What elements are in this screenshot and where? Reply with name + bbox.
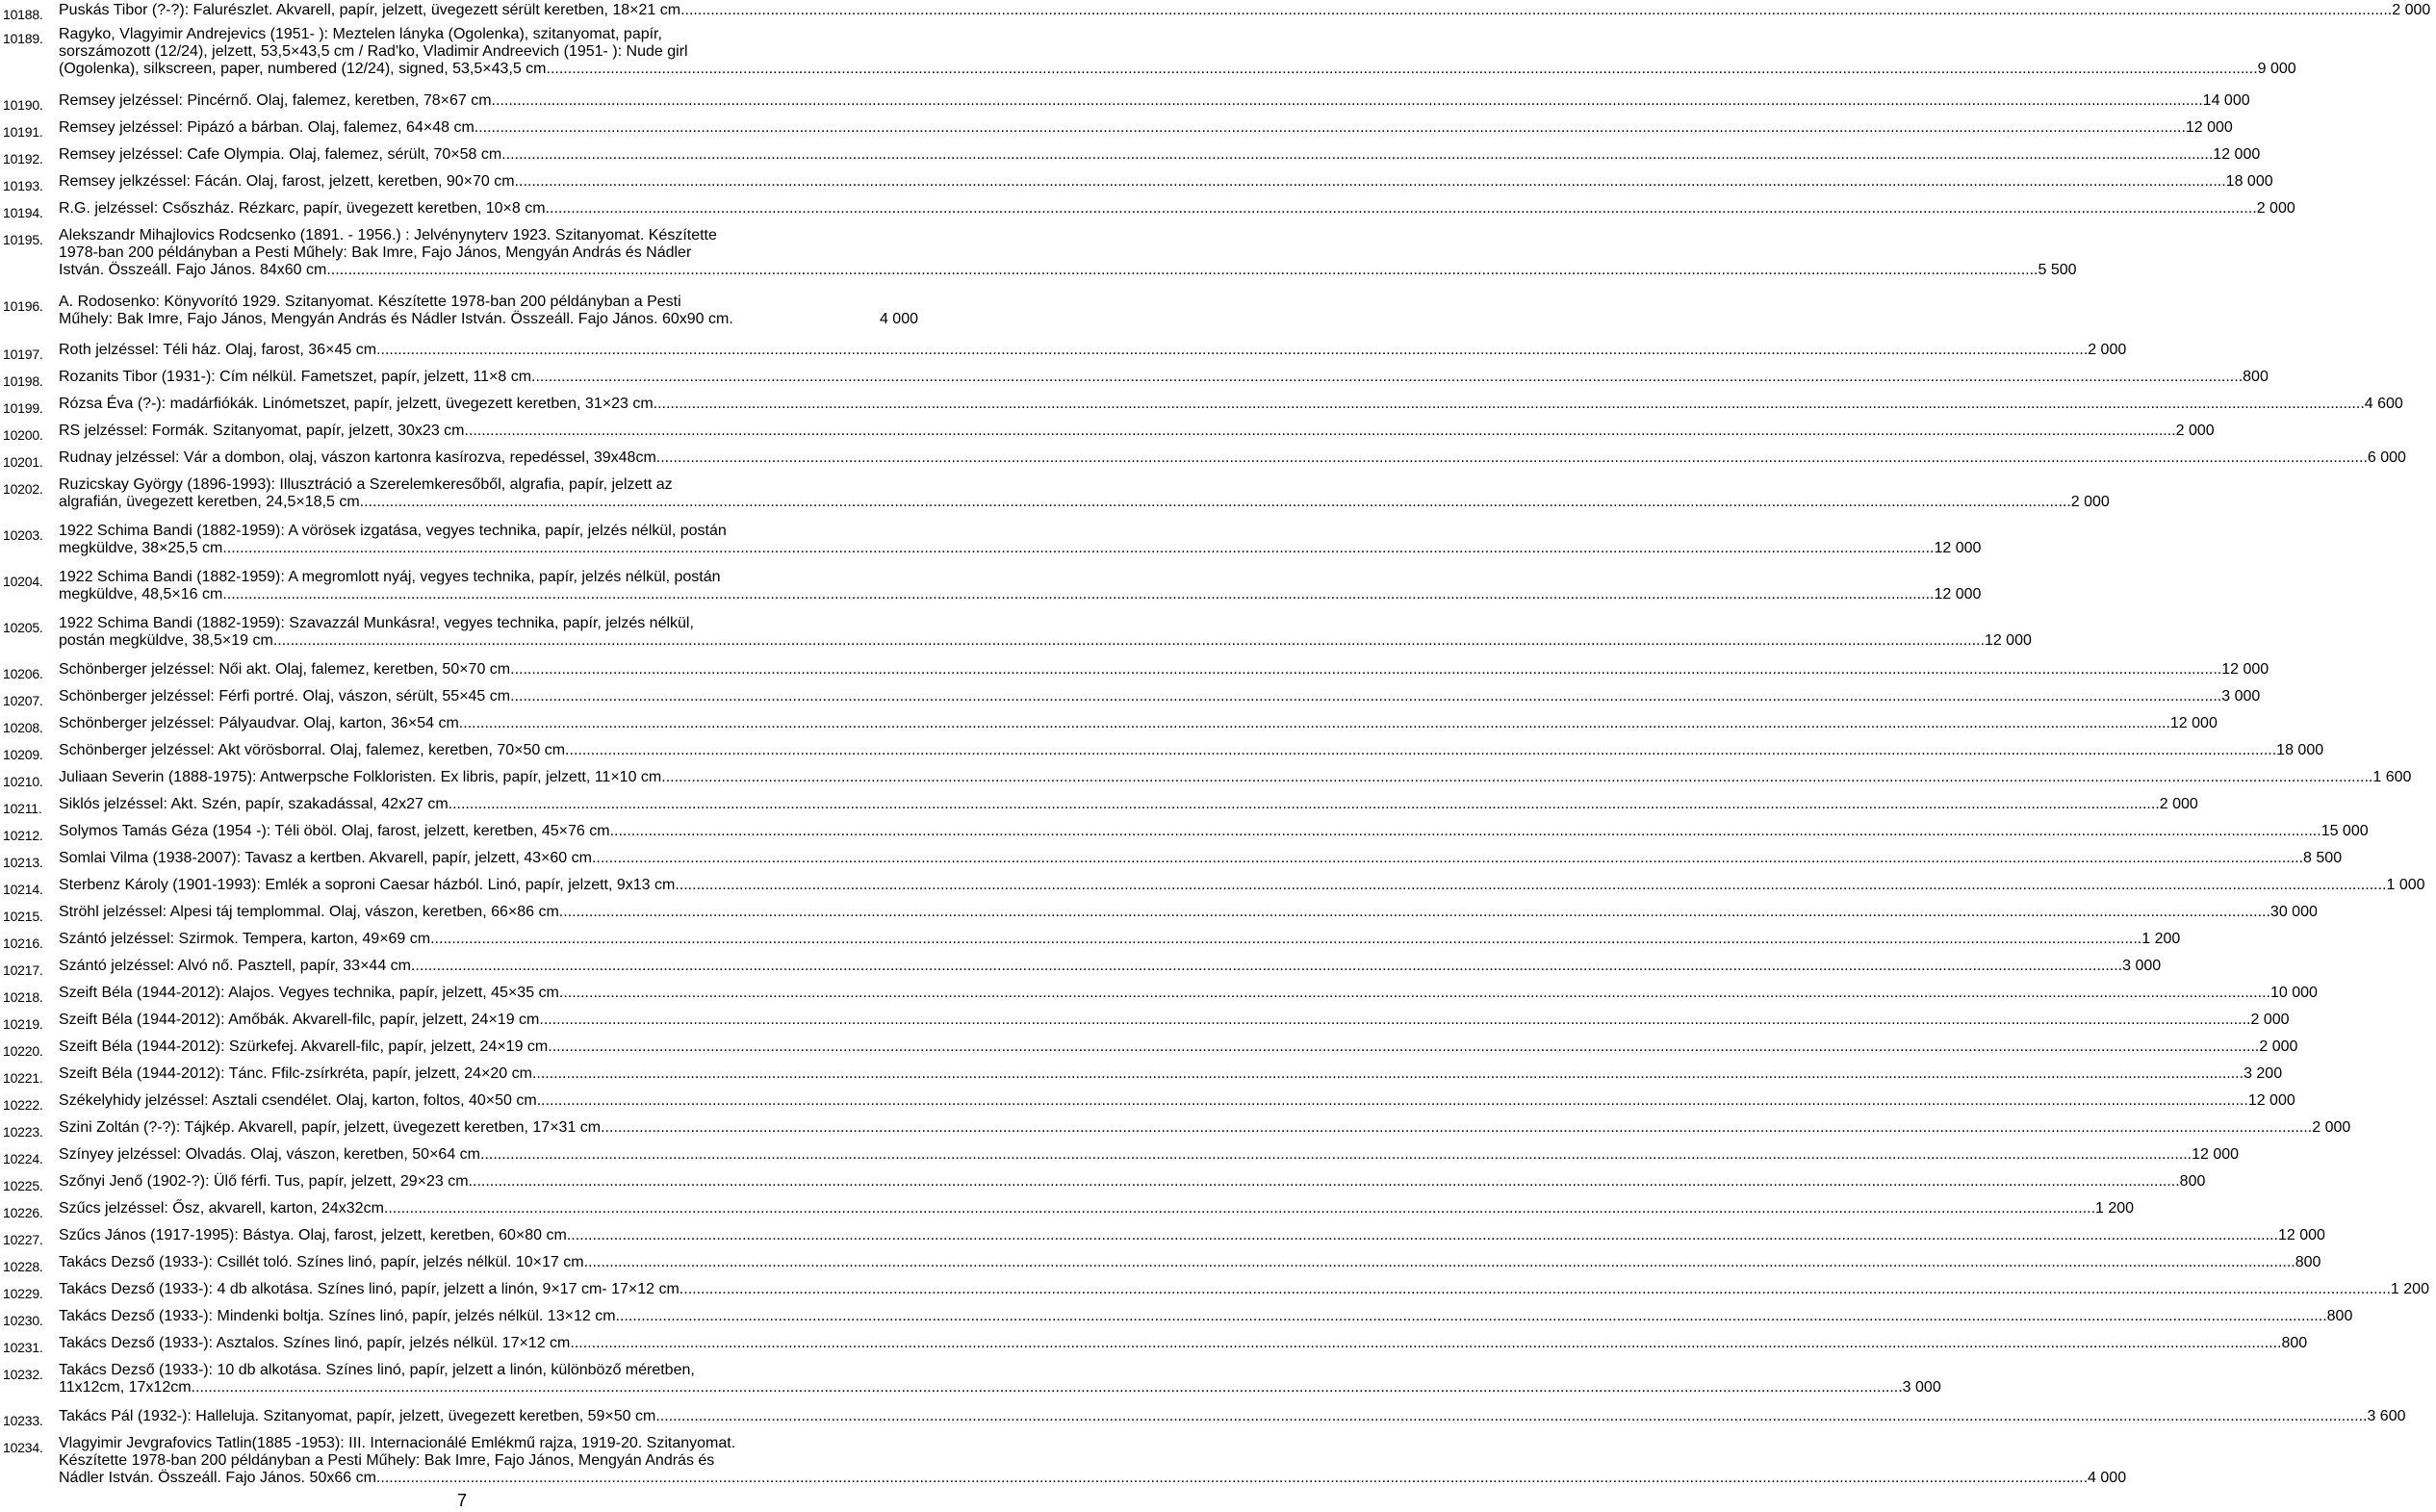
dot-leader: ................................................................................................................................................................................................................................................................................................................................................................................................................ <box>591 850 2304 866</box>
entry-number: 10214. <box>3 882 43 897</box>
catalog-entry <box>0 2 2431 23</box>
catalog-entry <box>0 931 2181 952</box>
entry-number: 10195. <box>3 232 43 247</box>
dot-leader: ................................................................................................................................................................................................................................................................................................................................................................................................................ <box>570 1335 2282 1351</box>
entry-text-line: Szűcs János (1917-1995): Bástya. Olaj, farost, jelzett, keretben, 60×80 cm <box>59 1227 567 1243</box>
entry-text-line: A. Rodosenko: Könyvorító 1929. Szitanyomat. Készítette 1978-ban 200 példányban a Pesti <box>59 294 681 310</box>
entry-price: 5 500 <box>2038 262 2077 278</box>
entry-text-line: Rudnay jelzéssel: Vár a dombon, olaj, vászon kartonra kasírozva, repedéssel, 39x48cm <box>59 449 656 466</box>
entry-text-line: R.G. jelzéssel: Csőszház. Rézkarc, papír, üvegezett keretben, 10×8 cm <box>59 200 546 217</box>
entry-number: 10219. <box>3 1016 43 1032</box>
entry-number: 10206. <box>3 666 43 681</box>
entry-description <box>59 1281 2435 1298</box>
entry-number: 10222. <box>3 1097 43 1113</box>
catalog-entry <box>0 1119 2351 1140</box>
entry-price: 12 000 <box>2213 146 2261 163</box>
entry-text-line: Színyey jelzéssel: Olvadás. Olaj, vászon, keretben, 50×64 cm <box>59 1146 480 1163</box>
entry-description <box>59 476 2115 511</box>
entry-number: 10203. <box>3 527 43 543</box>
catalog-entry <box>0 1012 2290 1033</box>
entry-description <box>59 1200 2140 1217</box>
entry-text-line: Takács Dezső (1933-): 4 db alkotása. Színes linó, papír, jelzett a linón, 9×17 cm- 17×12 cm <box>59 1281 680 1297</box>
catalog-entry <box>0 742 2324 763</box>
entry-text-line: Szini Zoltán (?-?): Tájkép. Akvarell, papír, jelzett, üvegezett keretben, 17×31 cm <box>59 1119 602 1136</box>
catalog-entry <box>0 769 2412 790</box>
entry-description <box>59 1254 2326 1271</box>
entry-price: 1 200 <box>2141 931 2181 947</box>
entry-text-line: Szőnyi Jenő (1902-?): Ülő férfi. Tus, papír, jelzett, 29×23 cm <box>59 1173 469 1190</box>
entry-price: 18 000 <box>2225 173 2273 190</box>
catalog-entry <box>0 1335 2308 1356</box>
entry-price: 12 000 <box>2247 1092 2295 1109</box>
entry-price: 2 000 <box>2259 1038 2298 1055</box>
entry-text-line: 1922 Schima Bandi (1882-1959): A vörösek izgatása, vegyes technika, papír, jelzés nélkül, postán <box>59 523 727 539</box>
entry-description <box>59 146 2266 164</box>
dot-leader: ................................................................................................................................................................................................................................................................................................................................................................................................................ <box>480 1146 2192 1163</box>
entry-description <box>59 523 1987 557</box>
entry-price: 12 000 <box>2185 119 2233 136</box>
entry-description <box>59 294 924 328</box>
entry-price: 2 000 <box>2159 796 2198 812</box>
entry-text-line: postán megküldve, 38,5×19 cm <box>59 632 273 649</box>
dot-leader: ................................................................................................................................................................................................................................................................................................................................................................................................................ <box>558 904 2270 920</box>
catalog-entry <box>0 423 2215 444</box>
entry-price: 12 000 <box>1934 586 1982 602</box>
entry-number: 10223. <box>3 1124 43 1140</box>
dot-leader: ................................................................................................................................................................................................................................................................................................................................................................................................................ <box>222 586 1935 602</box>
dot-leader: ................................................................................................................................................................................................................................................................................................................................................................................................................ <box>680 2 2393 18</box>
dot-leader: ................................................................................................................................................................................................................................................................................................................................................................................................................ <box>464 423 2176 439</box>
dot-leader: ................................................................................................................................................................................................................................................................................................................................................................................................................ <box>655 449 2368 466</box>
entry-number: 10210. <box>3 774 43 789</box>
catalog-entry <box>0 1362 1941 1397</box>
entry-description <box>59 850 2347 867</box>
entry-text-line: Schönberger jelzéssel: Akt vörösborral. Olaj, falemez, keretben, 70×50 cm <box>59 742 566 758</box>
entry-description <box>59 769 2417 786</box>
catalog-entry <box>0 173 2273 194</box>
entry-price: 4 000 <box>879 311 918 327</box>
dot-leader: ................................................................................................................................................................................................................................................................................................................................................................................................................ <box>531 369 2244 385</box>
entry-price: 9 000 <box>2257 61 2296 77</box>
entry-description <box>59 1012 2295 1029</box>
dot-leader: ................................................................................................................................................................................................................................................................................................................................................................................................................ <box>566 1227 2278 1243</box>
catalog-entry <box>0 26 2296 78</box>
entry-number: 10196. <box>3 298 43 314</box>
dot-leader: ................................................................................................................................................................................................................................................................................................................................................................................................................ <box>675 877 2387 893</box>
entry-description <box>59 569 1987 603</box>
entry-number: 10199. <box>3 400 43 416</box>
catalog-entry <box>0 569 1982 603</box>
entry-description <box>59 1146 2244 1164</box>
entry-price: 3 600 <box>2367 1408 2406 1424</box>
dot-leader: ................................................................................................................................................................................................................................................................................................................................................................................................................ <box>410 958 2123 974</box>
entry-text-line: Remsey jelzéssel: Pincérnő. Olaj, falemez, keretben, 78×67 cm <box>59 92 492 109</box>
entry-text-line: Székelyhidy jelzéssel: Asztali csendélet. Olaj, karton, foltos, 40×50 cm <box>59 1092 537 1109</box>
entry-text-line: Juliaan Severin (1888-1975): Antwerpsche Folkloristen. Ex libris, papír, jelzett, 11×10 cm <box>59 769 662 785</box>
entry-description <box>59 615 2038 650</box>
catalog-entry <box>0 688 2261 709</box>
entry-description <box>59 396 2409 413</box>
entry-number: 10207. <box>3 693 43 708</box>
entry-price: 12 000 <box>2169 715 2218 731</box>
entry-text-line: Takács Dezső (1933-): Asztalos. Színes linó, papír, jelzés nélkül. 17×12 cm <box>59 1335 571 1351</box>
entry-text-line: Műhely: Bak Imre, Fajo János, Mengyán András és Nádler István. Összeáll. Fajo János. 60x90 cm <box>59 311 730 327</box>
entry-text-line: Takács Pál (1932-): Halleluja. Szitanyomat, papír, jelzett, üvegezett keretben, 59×50 cm <box>59 1408 656 1424</box>
entry-description <box>59 173 2279 191</box>
entry-price: 4 600 <box>2364 396 2403 412</box>
entry-price: 3 000 <box>2221 688 2261 705</box>
catalog-entry <box>0 1146 2240 1167</box>
entry-text-line: algrafián, üvegezett keretben, 24,5×18,5 cm <box>59 494 360 510</box>
entry-price: 12 000 <box>2192 1146 2240 1163</box>
entry-number: 10232. <box>3 1367 43 1382</box>
entry-description <box>59 1227 2331 1244</box>
dot-leader: ................................................................................................................................................................................................................................................................................................................................................................................................................ <box>514 173 2226 190</box>
catalog-entry <box>0 369 2269 390</box>
entry-number: 10228. <box>3 1259 43 1274</box>
entry-price: 800 <box>2281 1335 2308 1351</box>
entry-description <box>59 227 2083 279</box>
catalog-entry <box>0 877 2425 898</box>
entry-price: 3 000 <box>1902 1379 1941 1396</box>
dot-leader: ................................................................................................................................................................................................................................................................................................................................................................................................................ <box>376 342 2089 358</box>
entry-description <box>59 715 2223 732</box>
catalog-entry <box>0 985 2318 1006</box>
entry-number: 10221. <box>3 1070 43 1086</box>
dot-leader: ................................................................................................................................................................................................................................................................................................................................................................................................................ <box>359 494 2071 510</box>
entry-text-line: sorszámozott (12/24), jelzett, 53,5×43,5 cm / Rad'ko, Vladimir Andreevich (1951- ): Nude girl <box>59 43 688 60</box>
catalog-entry <box>0 294 924 328</box>
entry-number: 10230. <box>3 1313 43 1328</box>
entry-text-line: Szeift Béla (1944-2012): Tánc. Ffilc-zsírkréta, papír, jelzett, 24×20 cm <box>59 1065 532 1082</box>
entry-price: 800 <box>2326 1308 2353 1324</box>
entry-text-line: Alekszandr Mihajlovics Rodcsenko (1891. - 1956.) : Jelvénynyterv 1923. Szitanyomat. Készítette <box>59 227 717 243</box>
entry-description <box>59 369 2274 386</box>
entry-description <box>59 1408 2412 1425</box>
entry-number: 10224. <box>3 1151 43 1166</box>
entry-text-line: István. Összeáll. Fajo János. 84x60 cm <box>59 262 327 278</box>
entry-text-line: megküldve, 48,5×16 cm <box>59 586 223 602</box>
dot-leader: ................................................................................................................................................................................................................................................................................................................................................................................................................ <box>548 1038 2260 1055</box>
entry-description <box>59 1119 2356 1137</box>
dot-leader: ................................................................................................................................................................................................................................................................................................................................................................................................................ <box>539 1012 2251 1028</box>
entry-number: 10215. <box>3 909 43 924</box>
entry-text-line: Roth jelzéssel: Téli ház. Olaj, farost, 36×45 cm <box>59 342 377 358</box>
catalog-entry <box>0 92 2250 114</box>
entry-text-line: Puskás Tibor (?-?): Falurészlet. Akvarell, papír, jelzett, üvegezett sérült keretben, 18×21 cm <box>59 2 681 18</box>
catalog-entry <box>0 661 2269 682</box>
entry-description <box>59 904 2323 921</box>
entry-description <box>59 1065 2288 1083</box>
entry-text-line: Takács Dezső (1933-): 10 db alkotása. Színes linó, papír, jelzett a linón, különböző méretben, <box>59 1362 695 1378</box>
dot-leader: ................................................................................................................................................................................................................................................................................................................................................................................................................ <box>375 1470 2089 1486</box>
entry-text-line: Schönberger jelzéssel: Női akt. Olaj, falemez, keretben, 50×70 cm <box>59 661 511 678</box>
catalog-entry <box>0 1227 2325 1248</box>
entry-text-line: Szántó jelzéssel: Alvó nő. Pasztell, papír, 33×44 cm <box>59 958 411 974</box>
entry-text-line: Szeift Béla (1944-2012): Amőbák. Akvarell-filc, papír, jelzett, 24×19 cm <box>59 1012 540 1028</box>
dot-leader: ................................................................................................................................................................................................................................................................................................................................................................................................................ <box>531 1065 2244 1082</box>
entry-number: 10198. <box>3 373 43 389</box>
catalog-entry <box>0 1308 2353 1329</box>
entry-text-line: Ragyko, Vlagyimir Andrejevics (1951- ): Meztelen lányka (Ogolenka), szitanyomat, papír, <box>59 26 662 42</box>
entry-text-line: Készítette 1978-ban 200 példányban a Pesti Műhely: Bak Imre, Fajo János, Mengyán András és <box>59 1452 715 1469</box>
entry-description <box>59 877 2431 894</box>
dot-leader: ................................................................................................................................................................................................................................................................................................................................................................................................................ <box>272 632 1985 649</box>
dot-leader: ................................................................................................................................................................................................................................................................................................................................................................................................................ <box>448 796 2160 812</box>
catalog-entry <box>0 1281 2429 1302</box>
entry-number: 10192. <box>3 151 43 167</box>
dot-leader: ................................................................................................................................................................................................................................................................................................................................................................................................................ <box>491 92 2203 109</box>
entry-text-line: Rózsa Éva (?-): madárfiókák. Linómetszet, papír, jelzett, üvegezett keretben, 31×23 cm <box>59 396 654 412</box>
entry-price: 12 000 <box>2277 1227 2325 1243</box>
entry-price: 2 000 <box>2175 423 2215 439</box>
catalog-entry <box>0 904 2318 925</box>
entry-number: 10193. <box>3 178 43 193</box>
entry-price: 2 000 <box>2392 2 2431 18</box>
entry-number: 10226. <box>3 1205 43 1220</box>
entry-text-line: Schönberger jelzéssel: Férfi portré. Olaj, vászon, sérült, 55×45 cm <box>59 688 511 705</box>
entry-text-line: 11x12cm, 17x12cm <box>59 1379 192 1396</box>
catalog-entry <box>0 1254 2321 1275</box>
catalog-entry <box>0 200 2295 221</box>
dot-leader: ................................................................................................................................................................................................................................................................................................................................................................................................................ <box>615 1308 2327 1324</box>
entry-number: 10233. <box>3 1413 43 1428</box>
entry-text-line: (Ogolenka), silkscreen, paper, numbered (12/24), signed, 53,5×43,5 cm <box>59 61 547 77</box>
entry-price: 10 000 <box>2270 985 2318 1001</box>
entry-description <box>59 2 2436 19</box>
dot-leader: ................................................................................................................................................................................................................................................................................................................................................................................................................ <box>601 1119 2313 1136</box>
entry-price: 15 000 <box>2321 823 2369 839</box>
entry-description <box>59 1335 2313 1352</box>
entry-number: 10189. <box>3 31 43 46</box>
entry-description <box>59 1038 2303 1056</box>
entry-number: 10201. <box>3 454 43 470</box>
entry-description <box>59 661 2274 679</box>
entry-number: 10205. <box>3 620 43 635</box>
catalog-entry <box>0 715 2218 736</box>
entry-number: 10191. <box>3 124 43 140</box>
catalog-entry <box>0 796 2198 817</box>
entry-number: 10197. <box>3 346 43 362</box>
entry-price: 1 200 <box>2390 1281 2429 1297</box>
entry-text-line: Somlai Vilma (1938-2007): Tavasz a kertben. Akvarell, papír, jelzett, 43×60 cm <box>59 850 592 866</box>
entry-price: 3 000 <box>2122 958 2162 974</box>
entry-description <box>59 1308 2358 1325</box>
entry-number: 10229. <box>3 1286 43 1301</box>
entry-text-line: megküldve, 38×25,5 cm <box>59 540 223 556</box>
entry-price: 800 <box>2295 1254 2321 1270</box>
page-number: 7 <box>456 1491 467 1510</box>
entry-price: 12 000 <box>1934 540 1982 556</box>
dot-leader: ................................................................................................................................................................................................................................................................................................................................................................................................................ <box>383 1200 2096 1217</box>
entry-price: 6 000 <box>2367 449 2406 466</box>
entry-text-line: Szeift Béla (1944-2012): Szürkefej. Akvarell-filc, papír, jelzett, 24×19 cm <box>59 1038 549 1055</box>
entry-price: 2 000 <box>2250 1012 2290 1028</box>
entry-description <box>59 423 2220 440</box>
entry-price: 1 000 <box>2386 877 2425 893</box>
entry-number: 10190. <box>3 97 43 113</box>
entry-price: 12 000 <box>1984 632 2032 649</box>
entry-number: 10220. <box>3 1043 43 1059</box>
dot-leader: ................................................................................................................................................................................................................................................................................................................................................................................................................ <box>565 742 2277 758</box>
entry-price: 2 000 <box>2070 494 2110 510</box>
entry-number: 10188. <box>3 7 43 22</box>
entry-description <box>59 688 2266 705</box>
entry-number: 10218. <box>3 989 43 1005</box>
entry-price: 14 000 <box>2202 92 2250 109</box>
entry-price: 30 000 <box>2269 904 2318 920</box>
catalog-entry <box>0 476 2110 511</box>
dot-leader: ................................................................................................................................................................................................................................................................................................................................................................................................................ <box>510 661 2222 678</box>
catalog-entry <box>0 342 2127 363</box>
entry-number: 10204. <box>3 574 43 589</box>
dot-leader: ................................................................................................................................................................................................................................................................................................................................................................................................................ <box>583 1254 2295 1270</box>
catalog-entry <box>0 396 2403 417</box>
entry-description <box>59 92 2256 110</box>
entry-description <box>59 1092 2301 1110</box>
catalog-entry <box>0 850 2343 871</box>
entry-number: 10227. <box>3 1232 43 1247</box>
dot-leader: ................................................................................................................................................................................................................................................................................................................................................................................................................ <box>609 823 2321 839</box>
entry-description <box>59 200 2301 218</box>
entry-description <box>59 958 2167 975</box>
entry-description <box>59 796 2204 813</box>
entry-number: 10200. <box>3 427 43 443</box>
entry-number: 10202. <box>3 481 43 497</box>
entry-price: 2 000 <box>2312 1119 2351 1136</box>
entry-number: 10208. <box>3 720 43 735</box>
entry-text-line: Remsey jelzéssel: Cafe Olympia. Olaj, falemez, sérült, 70×58 cm <box>59 146 502 163</box>
entry-text-line: Szeift Béla (1944-2012): Alajos. Vegyes technika, papír, jelzett, 45×35 cm <box>59 985 559 1001</box>
entry-text-line: Ruzicskay György (1896-1993): Illusztráció a Szerelemkeresőből, algrafia, papír, jelzett az <box>59 476 673 493</box>
entry-number: 10194. <box>3 205 43 220</box>
entry-description <box>59 742 2329 759</box>
dot-leader: ................................................................................................................................................................................................................................................................................................................................................................................................................ <box>468 1173 2180 1190</box>
entry-description <box>59 823 2374 840</box>
catalog-entry <box>0 1435 2127 1487</box>
entry-description <box>59 1435 2132 1487</box>
dot-leader: ................................................................................................................................................................................................................................................................................................................................................................................................................ <box>474 119 2186 136</box>
entry-text-line: Remsey jelzéssel: Pipázó a bárban. Olaj, falemez, 64×48 cm <box>59 119 474 136</box>
catalog-entry <box>0 958 2162 979</box>
catalog-entry <box>0 449 2406 471</box>
entry-description <box>59 119 2239 137</box>
entry-price: 800 <box>2179 1173 2206 1190</box>
catalog-entry <box>0 1038 2298 1060</box>
entry-text-line: Siklós jelzéssel: Akt. Szén, papír, szakadással, 42x27 cm <box>59 796 449 812</box>
entry-text-line: Takács Dezső (1933-): Csillét toló. Színes linó, papír, jelzés nélkül. 10×17 cm <box>59 1254 584 1270</box>
entry-price: 800 <box>2243 369 2269 385</box>
dot-leader: ................................................................................................................................................................................................................................................................................................................................................................................................................ <box>655 1408 2368 1424</box>
catalog-entry <box>0 1092 2295 1114</box>
entry-number: 10225. <box>3 1178 43 1193</box>
dot-leader: ................................................................................................................................................................................................................................................................................................................................................................................................................ <box>536 1092 2248 1109</box>
catalog-entry <box>0 823 2369 844</box>
entry-price: 12 000 <box>2221 661 2269 678</box>
dot-leader: ................................................................................................................................................................................................................................................................................................................................................................................................................ <box>458 715 2170 731</box>
entry-text-line: Vlagyimir Jevgrafovics Tatlin(1885 -1953): III. Internacionálé Emlékmű rajza, 1919-20. Szitanyomat. <box>59 1435 736 1451</box>
catalog-entry <box>0 1408 2406 1429</box>
entry-text-line: Nádler István. Összeáll. Fajo János. 50x66 cm <box>59 1470 376 1486</box>
entry-number: 10216. <box>3 935 43 951</box>
dot-leader: ................................................................................................................................................................................................................................................................................................................................................................................................................ <box>326 262 2039 278</box>
entry-text-line: RS jelzéssel: Formák. Szitanyomat, papír, jelzett, 30x23 cm <box>59 423 465 439</box>
entry-text-line: Remsey jelkzéssel: Fácán. Olaj, farost, jelzett, keretben, 90×70 cm <box>59 173 515 190</box>
catalog-entry <box>0 227 2077 279</box>
catalog-entry <box>0 119 2233 141</box>
catalog-entry <box>0 1065 2283 1087</box>
dot-leader: ................................................................................................................................................................................................................................................................................................................................................................................................................ <box>545 200 2257 217</box>
entry-number: 10213. <box>3 855 43 870</box>
dot-leader: ................................................................................................................................................................................................................................................................................................................................................................................................................ <box>222 540 1935 556</box>
catalog-entry <box>0 1200 2135 1221</box>
entry-price: 2 000 <box>2088 342 2127 358</box>
entry-text-line: Sterbenz Károly (1901-1993): Emlék a soproni Caesar házból. Linó, papír, jelzett, 9x13 cm <box>59 877 676 893</box>
entry-number: 10217. <box>3 962 43 978</box>
entry-price: 4 000 <box>2088 1470 2127 1486</box>
entry-number: 10211. <box>3 801 42 816</box>
dot-leader: ................................................................................................................................................................................................................................................................................................................................................................................................................ <box>191 1379 1903 1396</box>
entry-number: 10209. <box>3 747 43 762</box>
entry-price: 18 000 <box>2276 742 2324 758</box>
entry-text-line: Rozanits Tibor (1931-): Cím nélkül. Fametszet, papír, jelzett, 11×8 cm <box>59 369 532 385</box>
entry-text-line: 1978-ban 200 példányban a Pesti Műhely: Bak Imre, Fajo János, Mengyán András és Nádler <box>59 244 692 261</box>
dot-leader: ................................................................................................................................................................................................................................................................................................................................................................................................................ <box>558 985 2270 1001</box>
entry-number: 10234. <box>3 1440 43 1455</box>
catalog-entry <box>0 146 2261 167</box>
entry-price: 3 200 <box>2244 1065 2283 1082</box>
entry-description <box>59 1173 2211 1191</box>
entry-description <box>59 931 2186 948</box>
entry-number: 10212. <box>3 828 43 843</box>
entry-text-line: Szántó jelzéssel: Szirmok. Tempera, karton, 49×69 cm <box>59 931 431 947</box>
entry-text-line: Solymos Tamás Géza (1954 -): Téli öböl. Olaj, farost, jelzett, keretben, 45×76 cm <box>59 823 610 839</box>
entry-text-line: Schönberger jelzéssel: Pályaudvar. Olaj, karton, 36×54 cm <box>59 715 459 731</box>
entry-description <box>59 1362 1947 1397</box>
entry-text-line: Ströhl jelzéssel: Alpesi táj templommal. Olaj, vászon, keretben, 66×86 cm <box>59 904 559 920</box>
dot-leader: ................................................................................................................................................................................................................................................................................................................................................................................................................ <box>653 396 2365 412</box>
entry-number: 10231. <box>3 1340 43 1355</box>
entry-text-line: 1922 Schima Bandi (1882-1959): A megromlott nyáj, vegyes technika, papír, jelzés nélkül, postán <box>59 569 721 585</box>
dot-leader: ................................................................................................................................................................................................................................................................................................................................................................................................................ <box>501 146 2214 163</box>
catalog-entry <box>0 523 1982 557</box>
dot-leader: ................................................................................................................................................................................................................................................................................................................................................................................................................ <box>510 688 2222 705</box>
entry-text-line: Takács Dezső (1933-): Mindenki boltja. Színes linó, papír, jelzés nélkül. 13×12 cm <box>59 1308 616 1324</box>
entry-price: 2 000 <box>2256 200 2295 217</box>
dot-leader: ................................................................................................................................................................................................................................................................................................................................................................................................................ <box>661 769 2373 785</box>
catalog-entry <box>0 1173 2206 1194</box>
dot-leader: ................................................................................................................................................................................................................................................................................................................................................................................................................ <box>546 61 2258 77</box>
entry-description <box>59 342 2132 359</box>
entry-price: 1 200 <box>2095 1200 2135 1217</box>
dot-leader: ................................................................................................................................................................................................................................................................................................................................................................................................................ <box>679 1281 2391 1297</box>
entry-price: 1 600 <box>2372 769 2412 785</box>
entry-text-line: Szűcs jelzéssel: Ősz, akvarell, karton, 24x32cm <box>59 1200 384 1217</box>
entry-description <box>59 985 2323 1002</box>
dot-leader: ................................................................................................................................................................................................................................................................................................................................................................................................................ <box>430 931 2142 947</box>
entry-description <box>59 26 2302 78</box>
entry-text-line: 1922 Schima Bandi (1882-1959): Szavazzál Munkásra!, vegyes technika, papír, jelzés nélkül, <box>59 615 694 631</box>
entry-price: 8 500 <box>2303 850 2343 866</box>
dot-leader: . <box>729 311 733 327</box>
entry-description <box>59 449 2412 467</box>
catalog-entry <box>0 615 2032 650</box>
